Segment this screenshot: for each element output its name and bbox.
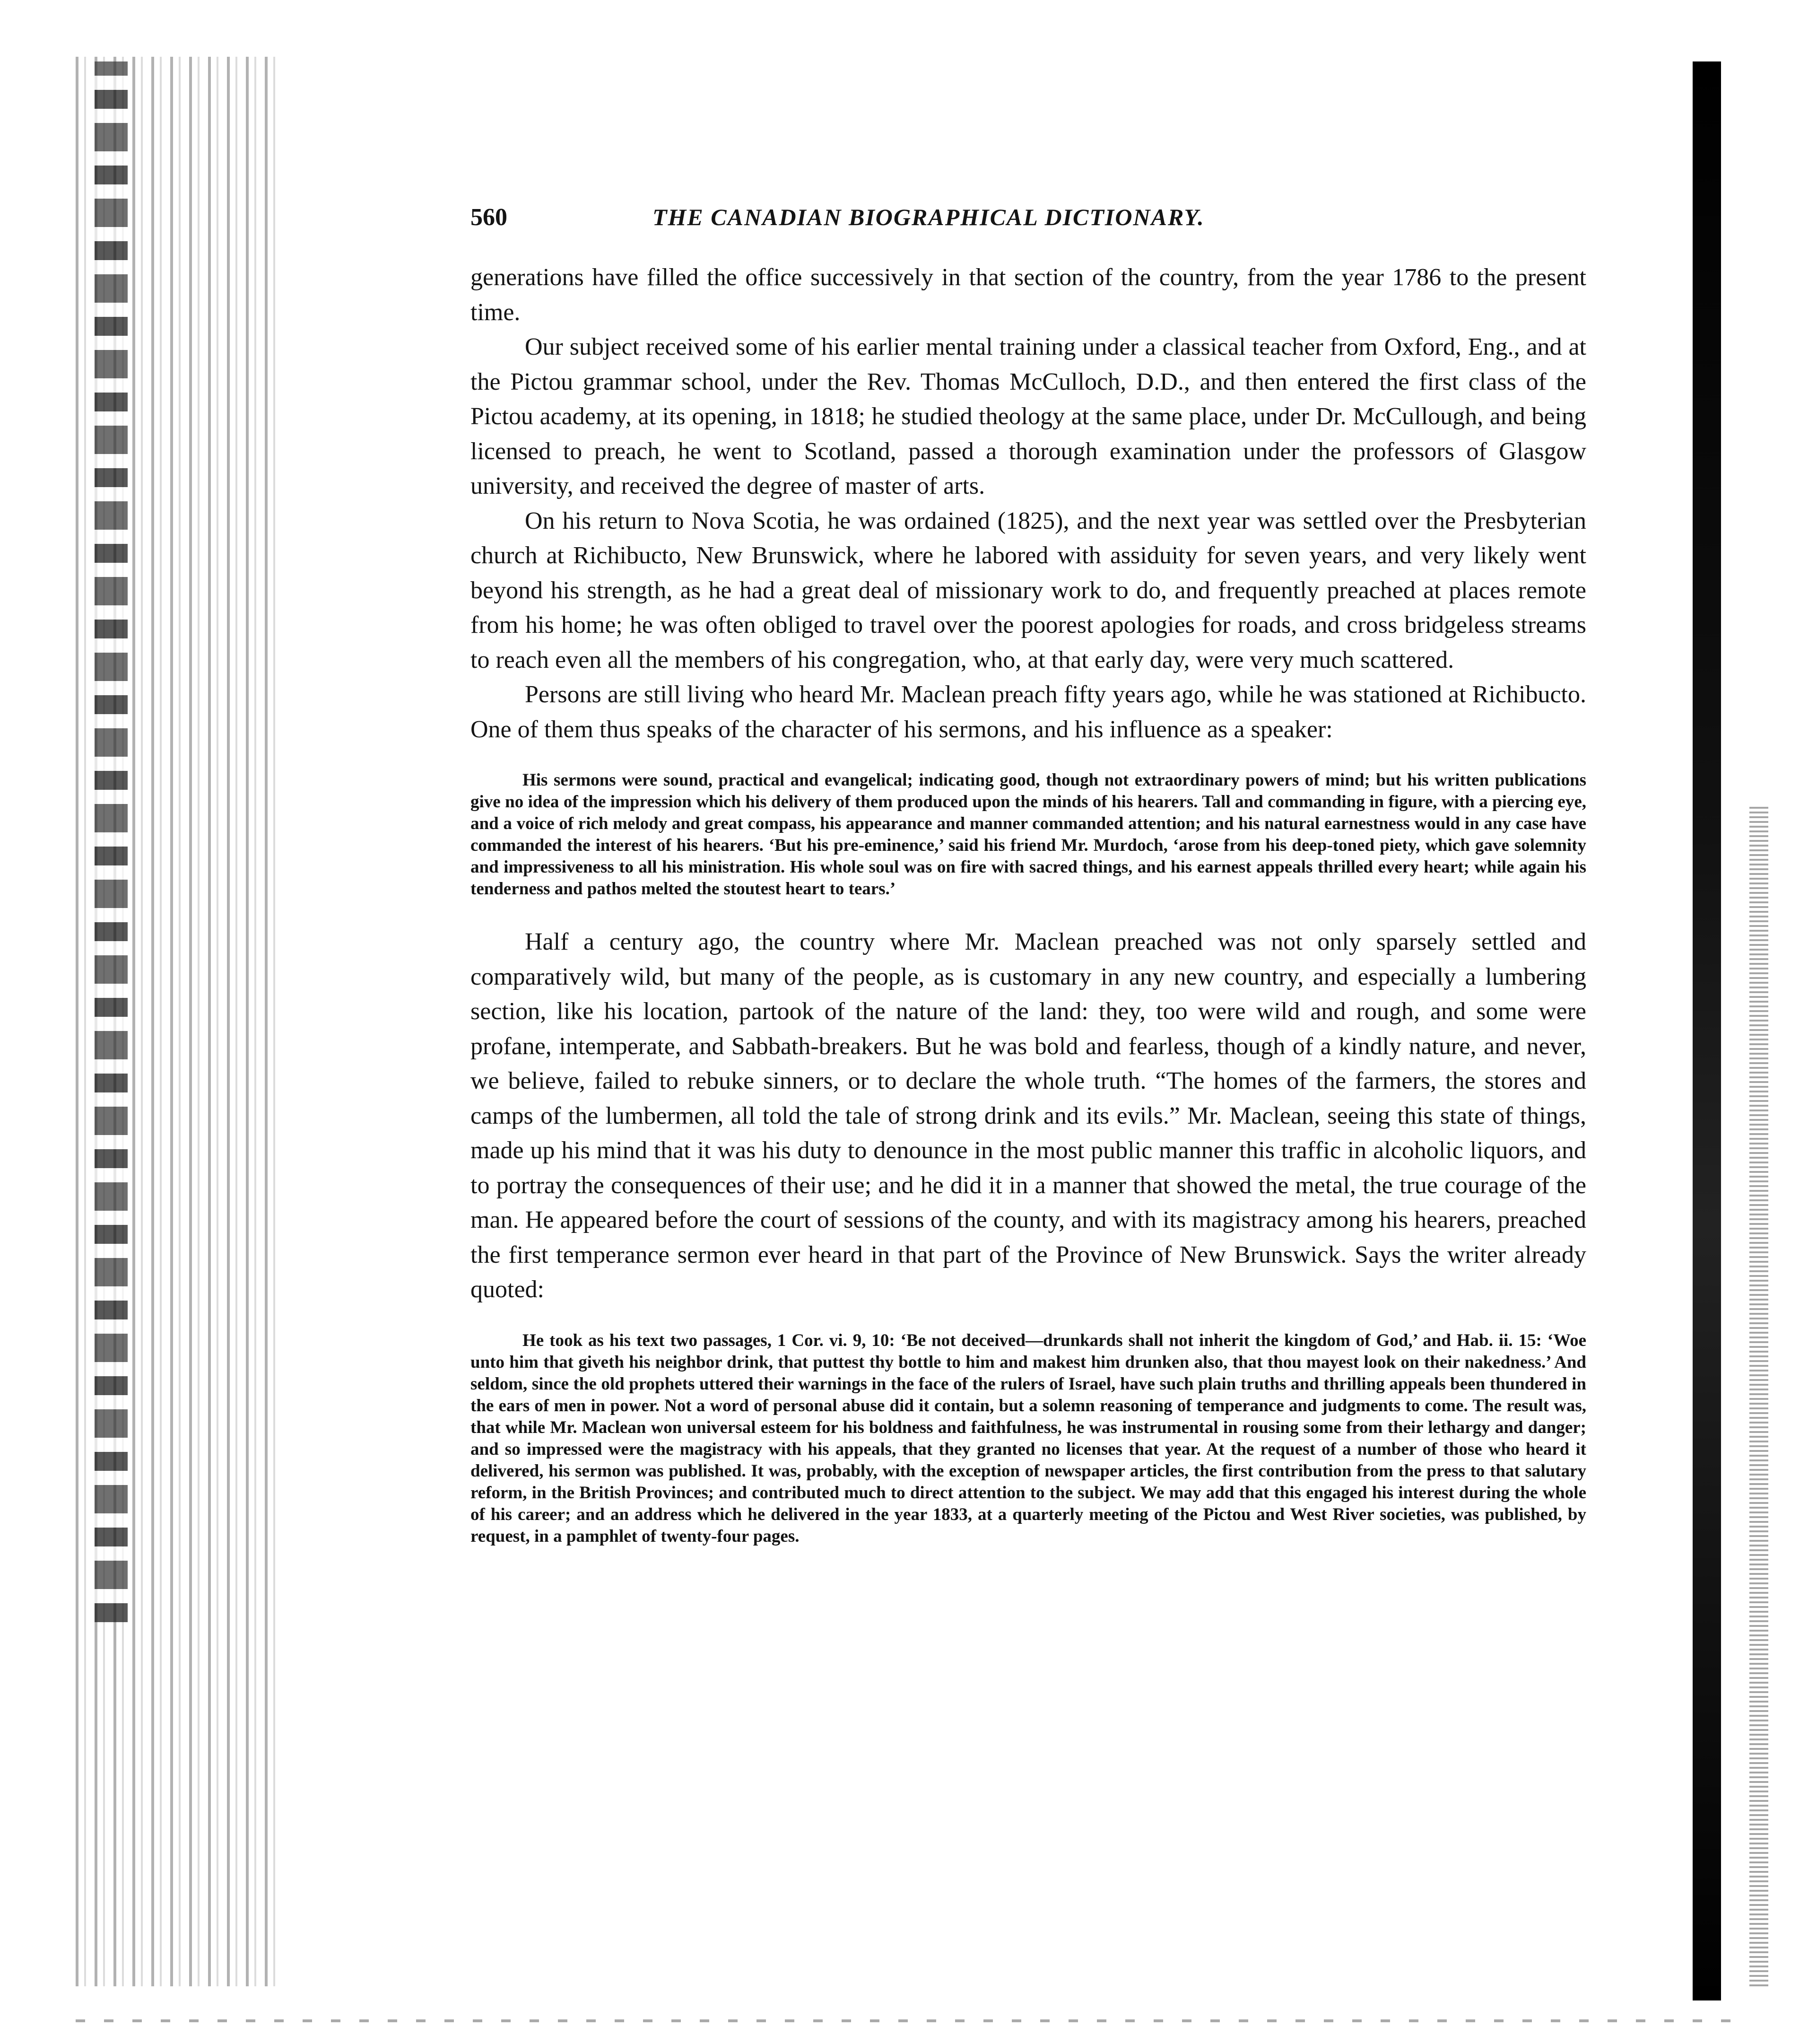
right-scan-artifact xyxy=(1749,804,1768,1986)
left-binding-edge xyxy=(95,61,128,1622)
right-binding-edge xyxy=(1693,61,1721,2000)
block-quote-text xyxy=(470,1330,1586,1547)
paragraph-richibucto: Persons are still living who heard Mr. Maclean preach fifty years ago, while he was stationed at Richibucto. One of them thus speaks of the character of his sermons, and his influence as a speaker: xyxy=(470,681,1586,743)
paragraph-ordination: On his return to Nova Scotia, he was ordained (1825), and the next year was settled over the Presbyterian church at Richibucto, New Brunswick, where he labored with assiduity for seven years, and very likely went beyond his strength, as he had a great deal of missionary work to do, and frequently preached at places remote from his home; he was often obliged to travel over the poorest apologies for roads, and cross bridgeless streams to reach even all the members of his congregation, who, at that early day, were very much scattered. xyxy=(470,507,1586,673)
block-quote-sermons xyxy=(470,769,1586,900)
block-quote-text-body: He took as his text two passages, 1 Cor. vi. 9, 10: ‘Be not deceived—drunkards shall not inherit the kingdom of God,’ and Hab. ii. 15: ‘Woe unto him that giveth his neighbor drink, that puttest thy bottle to him and makest him drunken also, that thou mayest look on their nakedness.’ And seldom, since the old prophets uttered their warnings in the face of the rulers of Israel, have such plain truths and thrilling appeals been thundered in the ears of men in power. Not a word of personal abuse did it contain, but a solemn reasoning of temperance and judgments to come. The result was, that while Mr. Maclean won universal esteem for his boldness and faithfulness, he was instrumental in rousing some from their lethargy and danger; and so impressed were the magistracy with his appeals, that they granted no licenses that year. At the request of a number of those who heard it delivered, his sermon was published. It was, probably, with the exception of newspaper articles, the first contribution from the press to that salutary reform, in the British Provinces; and contributed much to direct attention to the subject. We may add that this engaged his interest during the whole of his career; and an address which he delivered in the year 1833, at a quarterly meeting of the Pictou and West River societies, was published, by request, in a pamphlet of twenty-four pages. xyxy=(470,1330,1586,1546)
body-text xyxy=(470,260,1586,1547)
page-number: 560 xyxy=(470,204,507,231)
bottom-scan-edge xyxy=(76,2019,1730,2022)
page-content xyxy=(470,203,1586,1572)
paragraph-training: Our subject received some of his earlier mental training under a classical teacher from Oxford, Eng., and at the Pictou grammar school, under the Rev. Thomas McCulloch, D.D., and then entered the first class of the Pictou academy, at its opening, in 1818; he studied theology at the same place, under Dr. McCullough, and being licensed to preach, he went to Scotland, passed a thorough examination under the professors of Glasgow university, and received the degree of master of arts. xyxy=(470,333,1586,499)
paragraph-temperance: Half a century ago, the country where Mr. Maclean preached was not only sparsely settled and comparatively wild, but many of the people, as is customary in any new country, and especially a lumbering section, like his location, partook of the nature of the land: they, too were wild and rough, and some were profane, intemperate, and Sabbath-breakers. But he was bold and fearless, though of a kindly nature, and never, we believe, failed to rebuke sinners, or to declare the whole truth. “The homes of the farmers, the stores and camps of the lumbermen, all told the tale of strong drink and its evils.” Mr. Maclean, seeing this state of things, made up his mind that it was his duty to denounce in the most public manner this traffic in alcoholic liquors, and to portray the consequences of their use; and he did it in a manner that showed the metal, the true courage of the man. He appeared before the court of sessions of the county, and with its magistracy among his hearers, preached the first temperance sermon ever heard in that part of the Province of New Brunswick. Says the writer already quoted: xyxy=(470,928,1586,1303)
block-quote-sermons-text: His sermons were sound, practical and evangelical; indicating good, though not extraordinary powers of mind; but his written publications give no idea of the impression which his delivery of them produced upon the minds of his hearers. Tall and commanding in figure, with a piercing eye, and a voice of rich melody and great compass, his appearance and manner commanded attention; and his natural earnestness would in any case have commanded the interest of his hearers. ‘But his pre-eminence,’ said his friend Mr. Murdoch, ‘arose from his deep-toned piety, which gave solemnity and impressiveness to all his ministration. His whole soul was on fire with sacred things, and his earnest appeals thrilled every heart; while again his tenderness and pathos melted the stoutest heart to tears.’ xyxy=(470,770,1586,899)
running-head xyxy=(470,203,1586,241)
paragraph-continued: generations have filled the office successively in that section of the country, from the year 1786 to the present time. xyxy=(470,264,1586,326)
page-title: THE CANADIAN BIOGRAPHICAL DICTIONARY. xyxy=(652,204,1205,230)
